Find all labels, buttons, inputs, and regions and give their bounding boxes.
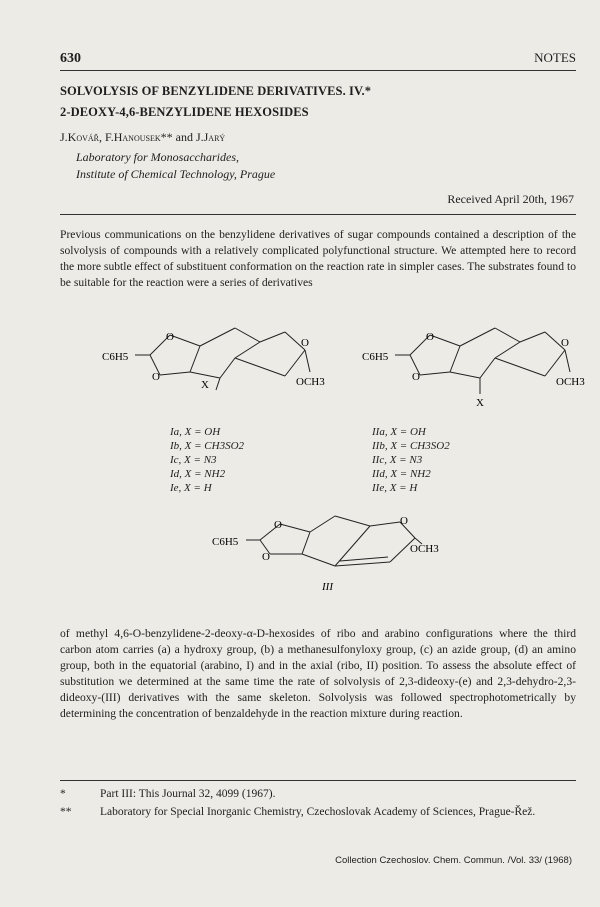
article-subtitle: 2-DEOXY-4,6-BENZYLIDENE HEXOSIDES — [60, 105, 309, 119]
subst-x-I: X — [201, 379, 209, 391]
footnote-1 — [60, 786, 576, 802]
label-III: III — [322, 581, 333, 593]
footnote-2-mark: ** — [60, 806, 72, 818]
phenyl-label-II: C6H5 — [362, 351, 389, 363]
ring-o-I-3: O — [301, 337, 309, 349]
structure-I — [102, 328, 325, 391]
ring-o-III-1: O — [274, 519, 282, 531]
title-block-rule — [60, 214, 576, 215]
methoxy-II: OCH3 — [556, 376, 585, 388]
header-rule — [60, 70, 576, 71]
series-I-item-b: Ib, X = CH3SO2 — [170, 440, 245, 452]
journal-footer: Collection Czechoslov. Chem. Commun. /Vol. 33/ (1968) — [335, 855, 572, 866]
series-II-item-e: IIe, X = H — [372, 482, 418, 494]
page-number: 630 — [60, 51, 81, 66]
structure-figure — [60, 310, 585, 610]
article-title: SOLVOLYSIS OF BENZYLIDENE DERIVATIVES. IV.* — [60, 84, 372, 98]
series-II-list — [371, 426, 450, 494]
ring-o-III-2: O — [262, 551, 270, 563]
structure-II — [362, 328, 585, 409]
methoxy-III: OCH3 — [410, 543, 439, 555]
series-II-item-a: IIa, X = OH — [372, 426, 426, 438]
series-I-item-d: Id, X = NH2 — [170, 468, 226, 480]
body-paragraph: of methyl 4,6-O-benzylidene-2-deoxy-α-D-hexosides of ribo and arabino configurations where the third carbon atom carries (a) a hydroxy group, (b) a methanesulfonyloxy group, (c) an azide group, (d) an amino group, both in the equatorial (arabino, I) and in the axial (ribo, II) position. To assess the absolute effect of substitution we determined at the same time the rate of solvolysis of 2,3-dideoxy-(e) and 2,3-dehydro-2,3-dideoxy-(III) derivatives with the same skeleton. Solvolysis was followed spectrophotometrically by determining the concentration of benzaldehyde in the reaction mixture during reaction. — [60, 627, 576, 720]
ring-o-III-3: O — [400, 515, 408, 527]
series-I-item-a: Ia, X = OH — [170, 426, 221, 438]
section-name: NOTES — [534, 50, 576, 65]
running-header — [60, 50, 576, 67]
ring-o-I-1: O — [166, 331, 174, 343]
ring-o-I-2: O — [152, 371, 160, 383]
affiliation-line-2: Institute of Chemical Technology, Prague — [76, 167, 276, 181]
footnote-1-text: Part III: This Journal 32, 4099 (1967). — [100, 788, 276, 800]
received-date: Received April 20th, 1967 — [447, 192, 574, 206]
footnote-1-mark: * — [60, 788, 66, 800]
author-separator-2: and J. — [172, 130, 204, 144]
series-II-item-d: IId, X = NH2 — [372, 468, 431, 480]
ring-o-II-1: O — [426, 331, 434, 343]
phenyl-label-I: C6H5 — [102, 351, 129, 363]
series-I-list — [169, 426, 245, 494]
series-II-item-c: IIc, X = N3 — [372, 454, 423, 466]
author-1-name: Kovář — [67, 130, 100, 144]
structure-III — [212, 515, 439, 593]
series-I-item-e: Ie, X = H — [170, 482, 212, 494]
phenyl-label-III: C6H5 — [212, 536, 239, 548]
ring-o-II-2: O — [412, 371, 420, 383]
series-I-item-c: Ic, X = N3 — [170, 454, 217, 466]
footnote-rule — [60, 780, 576, 781]
author-separator-1: , F. — [99, 130, 114, 144]
ring-o-II-3: O — [561, 337, 569, 349]
footnote-2 — [60, 804, 576, 820]
series-II-item-b: IIb, X = CH3SO2 — [372, 440, 450, 452]
author-3-name: Jarý — [203, 130, 226, 144]
footnote-2-text: Laboratory for Special Inorganic Chemistry, Czechoslovak Academy of Sciences, Prague-Řež. — [100, 806, 536, 818]
author-2-name: Hanousek — [113, 130, 161, 144]
intro-paragraph: Previous communications on the benzylidene derivatives of sugar compounds contained a description of the solvolysis of compounds with a relatively complicated polyfunctional structure. We attempted here to record the more subtle effect of substituent conformation on the reaction rate in simpler cases. The substrates found to be suitable for the reaction were a series of derivatives — [60, 228, 576, 289]
affiliation-line-1: Laboratory for Monosaccharides, — [76, 150, 239, 164]
author-1-initial: J. — [60, 130, 68, 144]
methoxy-I: OCH3 — [296, 376, 325, 388]
subst-x-II: X — [476, 397, 484, 409]
author-2-footnote-mark: ** — [160, 130, 173, 144]
author-line — [60, 130, 225, 145]
